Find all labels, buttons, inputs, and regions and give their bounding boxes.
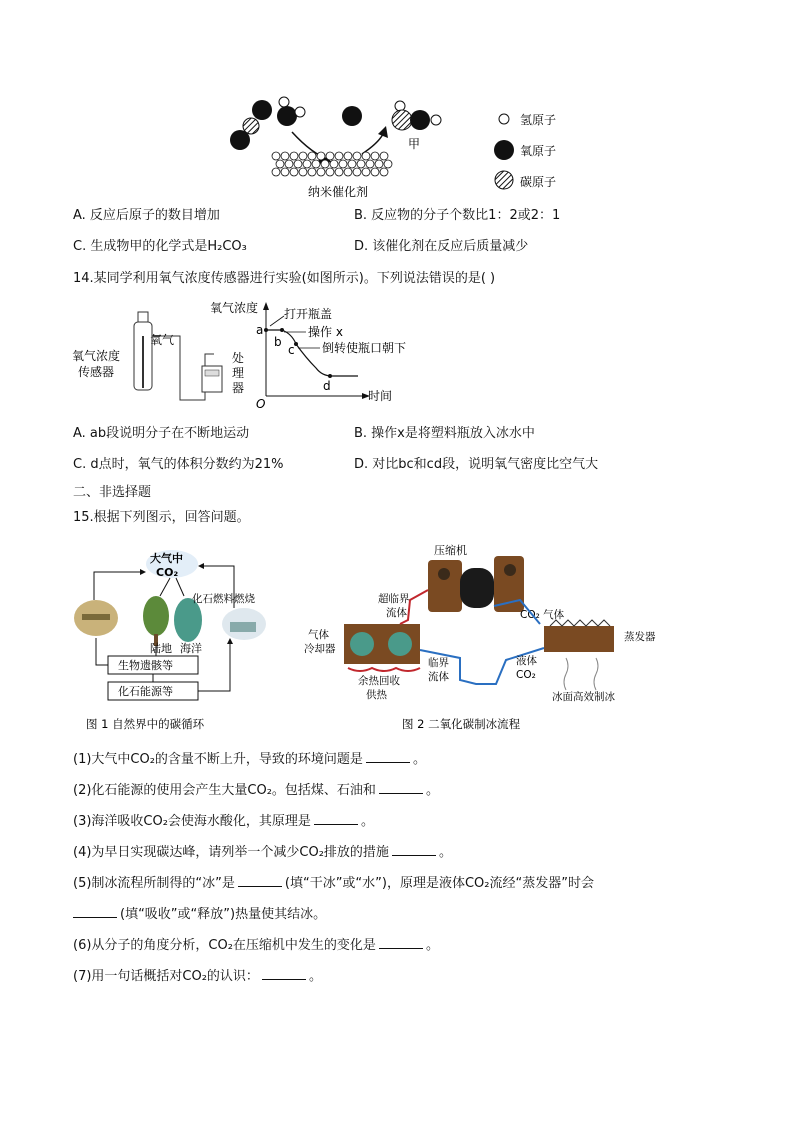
catalyst-particle [326,152,334,160]
catalyst-particle [371,168,379,176]
point-a: a [256,323,264,337]
q13-option-b: B. 反应物的分子个数比1：2或2：1 [354,208,561,223]
catalyst-particle [335,168,343,176]
co2-molecule [230,100,272,150]
q14-option-a: A. ab段说明分子在不断地运动 [73,426,250,441]
catalyst-particle [380,168,388,176]
point-c: c [288,343,295,357]
q14-stem: 14.某同学利用氧气浓度传感器进行实验(如图所示)。下列说法错误的是( ) [73,271,496,286]
processor-box [202,366,222,392]
nano-catalyst-grid [272,152,392,176]
catalyst-particle [321,160,329,168]
catalyst-particle [326,168,334,176]
catalyst-particle [344,152,352,160]
catalyst-particle [339,160,347,168]
q15-question-3: (3)海洋吸收CO₂会使海水酸化，其原理是 。 [73,814,374,829]
annotation-open-cap: 打开瓶盖 [284,307,333,321]
processor-label-1: 处 [232,351,245,365]
q13-option-c: C. 生成物甲的化学式是H₂CO₃ [73,239,247,254]
catalyst-particle [384,160,392,168]
answer-blank-6[interactable] [379,936,423,949]
q13-reaction-diagram [220,92,580,202]
liquid-label-1: 液体 [516,655,537,667]
x-axis-label: 时间 [368,389,393,403]
catalyst-particle [272,168,280,176]
sensor-label-1: 氧气浓度 [72,349,121,363]
legend [494,113,556,189]
evaporator-image [544,620,614,652]
atmosphere-label-1: 大气中 [150,552,183,565]
catalyst-particle [362,168,370,176]
critical-label-2: 流体 [428,671,449,683]
answer-blank-5b[interactable] [73,905,117,918]
catalyst-particle [281,152,289,160]
q15-stem: 15.根据下列图示，回答问题。 [73,510,250,525]
legend-carbon: 碳原子 [520,175,557,189]
catalyst-particle [380,152,388,160]
compressor-label: 压缩机 [434,544,467,557]
oxygen-legend-icon [494,140,514,160]
point-d: d [323,379,331,393]
carbon-legend-icon [495,171,513,189]
catalyst-particle [308,168,316,176]
gas-cooler-image [344,624,420,664]
q15-question-4: (4)为早日实现碳达峰，请列举一个减少CO₂排放的措施 。 [73,845,452,860]
answer-blank-1[interactable] [366,750,410,763]
answer-blank-4[interactable] [392,843,436,856]
tree-image [143,596,169,636]
land-label: 陆地 [150,642,172,655]
q14-option-d: D. 对比bc和cd段，说明氧气密度比空气大 [354,457,599,472]
catalyst-particle [312,160,320,168]
plastic-bottle [134,312,152,390]
catalyst-particle [371,152,379,160]
atmosphere-label-2: CO₂ [156,566,179,579]
q13-option-d: D. 该催化剂在反应后质量减少 [354,239,529,254]
fossil-burning-label: 化石燃料燃烧 [192,593,255,605]
heat-recovery-label-2: 供热 [366,689,387,701]
sensor-label-2: 传感器 [78,365,115,379]
product-molecule [342,101,441,130]
answer-blank-5a[interactable] [238,874,282,887]
q15-question-7: (7)用一句话概括对CO₂的认识： 。 [73,969,322,984]
processor-label-2: 理 [232,366,245,380]
catalyst-particle [294,160,302,168]
critical-label-1: 临界 [428,657,449,669]
water-molecule [277,97,305,126]
catalyst-particle [317,152,325,160]
legend-hydrogen: 氢原子 [520,113,557,127]
point-b: b [274,335,282,349]
catalyst-label: 纳米催化剂 [308,185,369,199]
catalyst-particle [290,152,298,160]
q13-option-a: A. 反应后原子的数目增加 [73,208,220,223]
catalyst-particle [335,152,343,160]
catalyst-particle [330,160,338,168]
origin-label: O [256,397,266,411]
catalyst-particle [366,160,374,168]
legend-oxygen: 氧原子 [520,144,557,158]
carbon-cycle-figure [70,548,280,738]
catalyst-particle [299,168,307,176]
q15-question-6: (6)从分子的角度分析，CO₂在压缩机中发生的变化是 。 [73,938,439,953]
answer-blank-7[interactable] [262,967,306,980]
gas-label: 氧气 [150,333,175,347]
gas-cooler-label-1: 气体 [308,629,329,641]
evaporator-label: 蒸发器 [624,631,656,643]
y-axis-label: 氧气浓度 [210,301,259,315]
processor-label-3: 器 [232,381,245,395]
catalyst-particle [362,152,370,160]
annotation-invert: 倒转使瓶口朝下 [322,341,407,355]
q15-question-5: (5)制冰流程所制得的“冰”是 (填“干冰”或“水”)，原理是液体CO₂流经“蒸发器”时会 [73,876,594,891]
supercritical-label-2: 流体 [386,607,407,619]
liquid-label-2: CO₂ [516,669,536,681]
catalyst-particle [276,160,284,168]
fig2-caption: 图 2 二氧化碳制冰流程 [402,717,521,731]
ice-label: 冰面高效制冰 [552,691,615,703]
compressor-image [428,556,524,612]
catalyst-particle [285,160,293,168]
q14-option-b: B. 操作x是将塑料瓶放入冰水中 [354,426,535,441]
section-title: 二、非选择题 [73,485,152,500]
ocean-label: 海洋 [180,642,202,655]
catalyst-particle [272,152,280,160]
catalyst-particle [303,160,311,168]
fig1-caption: 图 1 自然界中的碳循环 [86,717,205,731]
catalyst-particle [375,160,383,168]
q15-question-1: (1)大气中CO₂的含量不断上升，导致的环境问题是 。 [73,752,426,767]
hydrogen-legend-icon [499,114,509,124]
annotation-operation-x: 操作 x [308,325,343,339]
catalyst-particle [344,168,352,176]
q15-question-2: (2)化石能源的使用会产生大量CO₂。包括煤、石油和 。 [73,783,439,798]
catalyst-particle [357,160,365,168]
answer-blank-2[interactable] [379,781,423,794]
remains-label: 生物遗骸等 [118,659,173,672]
catalyst-particle [299,152,307,160]
co2-ice-making-figure [300,540,656,740]
catalyst-particle [281,168,289,176]
q14-option-c: C. d点时，氧气的体积分数约为21% [73,457,284,472]
answer-blank-3[interactable] [314,812,358,825]
arrow-out [362,132,384,154]
co2-gas-label: CO₂ 气体 [520,609,565,621]
heat-recovery-label-1: 余热回收 [358,675,400,687]
q15-question-5-cont: (填“吸收”或“释放”)热量使其结冰。 [73,905,326,924]
catalyst-particle [348,160,356,168]
catalyst-particle [317,168,325,176]
fossil-energy-label: 化石能源等 [118,685,173,698]
catalyst-particle [290,168,298,176]
catalyst-particle [353,152,361,160]
gas-cooler-label-2: 冷却器 [304,643,336,655]
product-label: 甲 [408,137,421,151]
catalyst-particle [308,152,316,160]
q14-figure [70,296,410,414]
supercritical-label-1: 超临界 [378,593,410,605]
catalyst-particle [353,168,361,176]
